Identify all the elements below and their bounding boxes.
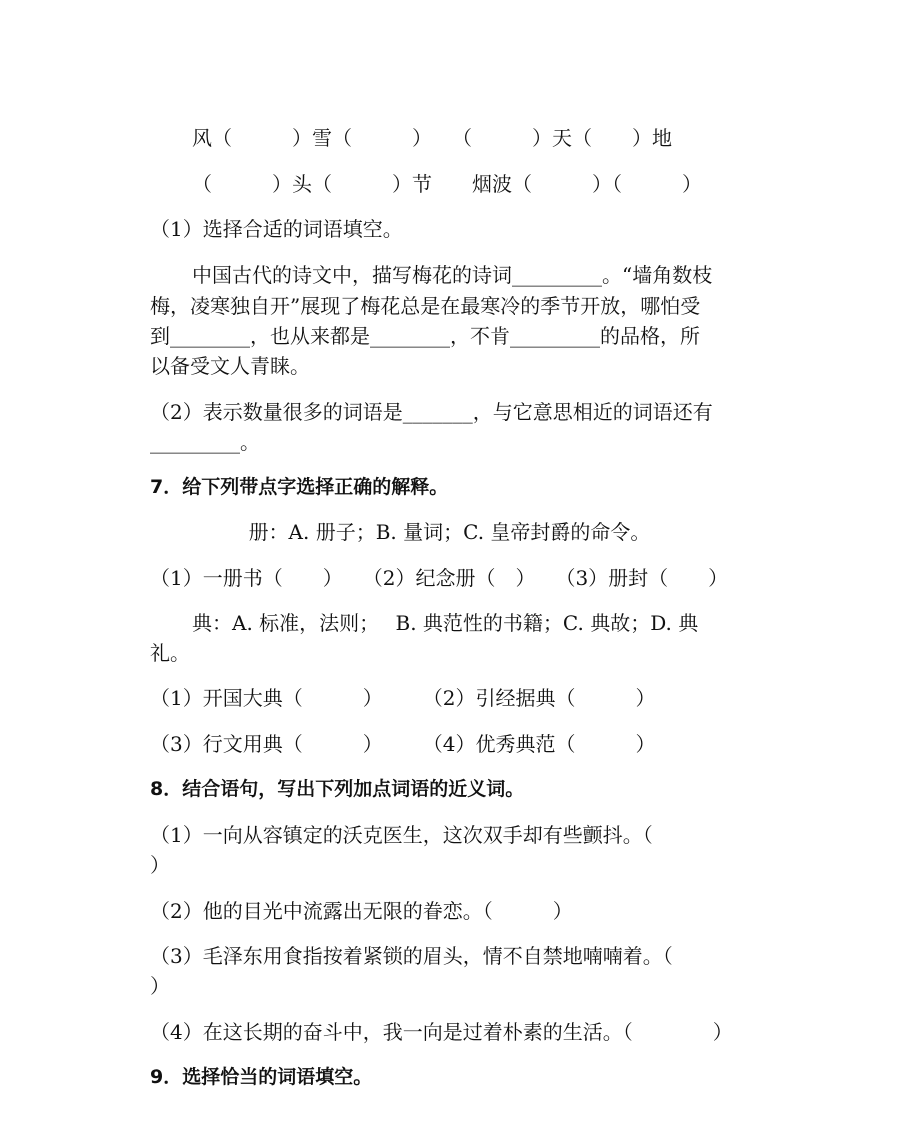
q7-dian-definitions-line-2: 礼。: [150, 641, 190, 665]
q7-ce-items: （1）一册书（ ） （2）纪念册（ ） （3）册封（ ）: [150, 566, 729, 590]
q8-item-2: （2）他的目光中流露出无限的眷恋。（ ）: [150, 899, 573, 923]
q8-title: 8．结合语句，写出下列加点词语的近义词。: [150, 778, 525, 800]
q8-item-1-line-2: ）: [150, 853, 170, 877]
q8-item-3-line-2: ）: [150, 974, 170, 998]
q8-item-1-line-1: （1）一向从容镇定的沃克医生，这次双手却有些颤抖。（: [150, 823, 653, 847]
fill-row-1: 风（ ）雪（ ） （ ）天（ ）地: [192, 126, 672, 150]
q6-paragraph-line-4: 以备受文人青睐。: [150, 354, 310, 378]
q8-item-3-line-1: （3）毛泽东用食指按着紧锁的眉头，情不自禁地喃喃着。（: [150, 944, 673, 968]
q7-dian-definitions-line-1: 典：A. 标准，法则； B. 典范性的书籍；C. 典故；D. 典: [192, 611, 699, 635]
q6-paragraph-line-2: 梅，凌寒独自开”展现了梅花总是在最寒冷的季节开放，哪怕受: [150, 294, 701, 318]
q7-ce-definitions: 册：A. 册子；B. 量词；C. 皇帝封爵的命令。: [248, 520, 651, 544]
q7-title: 7．给下列带点字选择正确的解释。: [150, 476, 449, 498]
q6-sub1-heading: （1）选择合适的词语填空。: [150, 217, 403, 241]
fill-row-2: （ ）头（ ）节 烟波（ ）（ ）: [192, 172, 702, 196]
q7-dian-row-1: （1）开国大典（ ） （2）引经据典（ ）: [150, 686, 656, 710]
q9-title: 9．选择恰当的词语填空。: [150, 1066, 373, 1088]
q6-paragraph-line-3: 到________，也从来都是________，不肯_________的品格，所: [150, 324, 700, 348]
q7-dian-row-2: （3）行文用典（ ） （4）优秀典范（ ）: [150, 732, 656, 756]
q6-sub2-line-1: （2）表示数量很多的词语是_______，与它意思相近的词语还有: [150, 400, 713, 424]
q6-paragraph-line-1: 中国古代的诗文中，描写梅花的诗词_________。“墙角数枝: [192, 263, 713, 287]
q6-sub2-line-2: _________。: [150, 430, 260, 454]
q8-item-4: （4）在这长期的奋斗中，我一向是过着朴素的生活。（ ）: [150, 1020, 733, 1044]
